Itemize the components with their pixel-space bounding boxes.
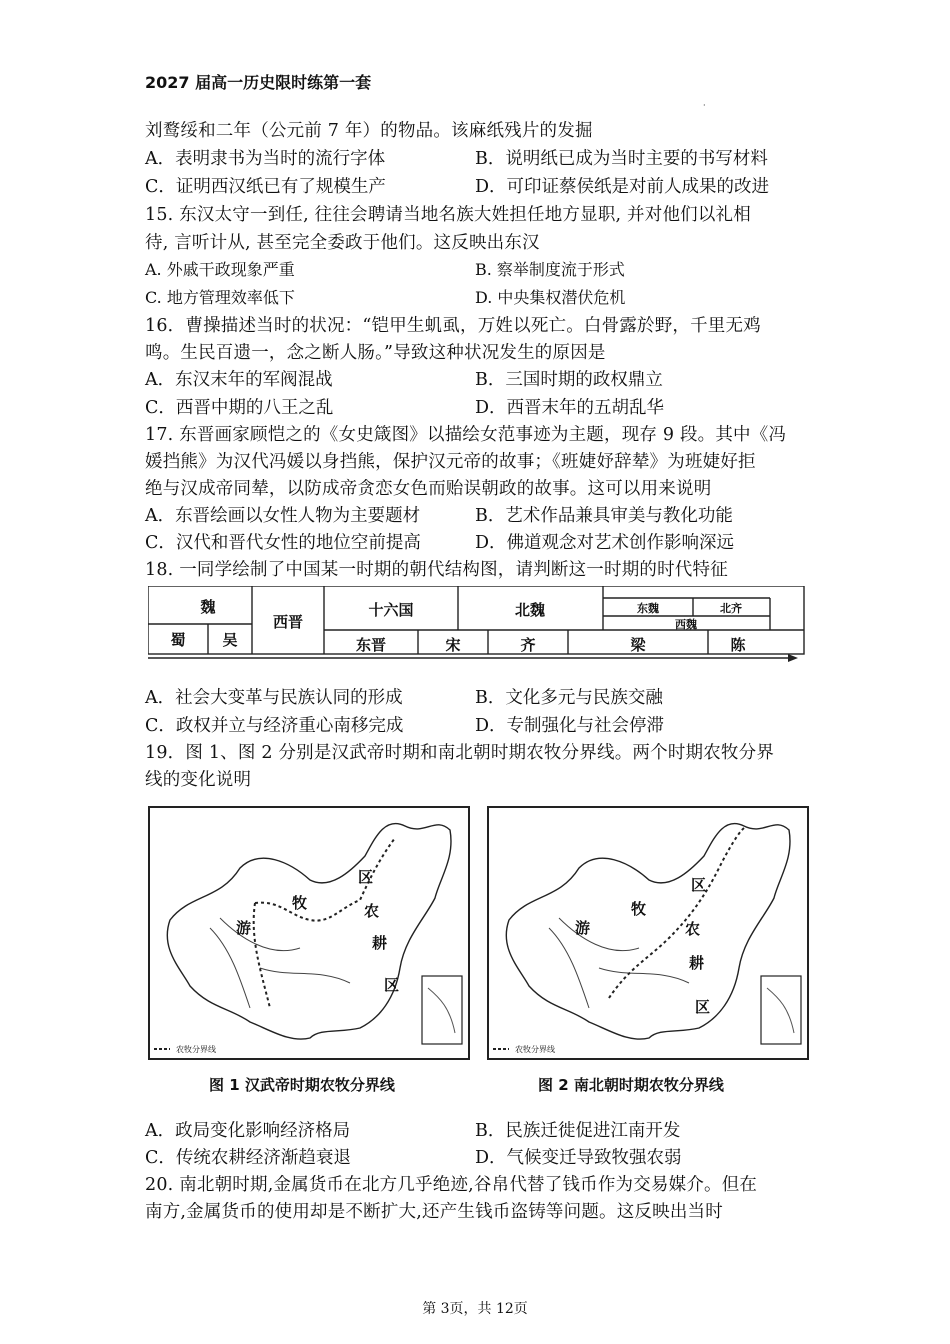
q18-option-a[interactable]: A．社会大变革与民族认同的形成 (145, 688, 403, 708)
map1-label-you: 游 (236, 919, 252, 937)
map2-label-qu2: 区 (695, 998, 711, 1016)
q15-option-a[interactable]: A. 外戚干政现象严重 (145, 260, 295, 279)
page-header: 2027 届高一历史限时练第一套 (145, 73, 372, 92)
q19-stem-2: 线的变化说明 (145, 770, 252, 790)
q14-option-a[interactable]: A．表明隶书为当时的流行字体 (145, 149, 386, 169)
map1-label-qu1: 区 (358, 868, 374, 886)
chart-beiwei: 北魏 (514, 601, 546, 619)
q17-stem-2: 媛挡熊》为汉代冯媛以身挡熊，保护汉元帝的故事；《班婕妤辞辇》为班婕好拒 (145, 452, 756, 472)
map1-caption: 图 1 汉武帝时期农牧分界线 (209, 1076, 395, 1094)
q19-option-b[interactable]: B．民族迁徙促进江南开发 (475, 1121, 681, 1141)
chart-beiqi: 北齐 (720, 602, 742, 615)
q16-option-a[interactable]: A．东汉末年的军阀混战 (145, 370, 333, 390)
q19-option-a[interactable]: A．政局变化影响经济格局 (145, 1121, 351, 1141)
map2-label-nong: 农 (685, 920, 701, 938)
chart-wei: 魏 (200, 598, 216, 616)
q14-option-d[interactable]: D．可印证蔡侯纸是对前人成果的改进 (475, 177, 770, 197)
map-figure-1 (148, 806, 470, 1060)
q17-option-d[interactable]: D．佛道观念对艺术创作影响深远 (475, 533, 735, 553)
map2-caption: 图 2 南北朝时期农牧分界线 (538, 1076, 724, 1094)
map-figure-2 (487, 806, 809, 1060)
q18-option-d[interactable]: D．专制强化与社会停滞 (475, 716, 665, 736)
q15-option-b[interactable]: B. 察举制度流于形式 (475, 260, 625, 279)
q20-stem-1: 20. 南北朝时期,金属货币在北方几乎绝迹,谷帛代替了钱币作为交易媒介。但在 (145, 1175, 758, 1195)
q19-stem-1: 19．图 1、图 2 分别是汉武帝时期和南北朝时期农牧分界线。两个时期农牧分界 (145, 743, 775, 763)
map1-label-geng: 耕 (372, 934, 388, 952)
q18-option-b[interactable]: B．文化多元与民族交融 (475, 688, 663, 708)
q17-option-b[interactable]: B．艺术作品兼具审美与教化功能 (475, 506, 733, 526)
chart-dongjin: 东晋 (355, 636, 387, 654)
q15-stem-1: 15. 东汉太守一到任, 往往会聘请当地名族大姓担任地方显职, 并对他们以礼相 (145, 205, 751, 225)
chart-xijin: 西晋 (272, 613, 304, 631)
chart-xiwei: 西魏 (675, 618, 697, 631)
chart-chen: 陈 (730, 636, 746, 654)
q20-stem-2: 南方,金属货币的使用却是不断扩大,还产生钱币盗铸等问题。这反映出当时 (145, 1202, 723, 1222)
q17-option-a[interactable]: A．东晋绘画以女性人物为主要题材 (145, 506, 421, 526)
q14-option-c[interactable]: C．证明西汉纸已有了规模生产 (145, 177, 386, 197)
chart-shiliuguo: 十六国 (368, 601, 414, 619)
q16-stem-2: 鸣。生民百遗一，念之断人肠。”导致这种状况发生的原因是 (145, 343, 606, 363)
map2-label-geng: 耕 (689, 954, 705, 972)
map2-label-you: 游 (575, 919, 591, 937)
chart-wu: 吴 (222, 631, 238, 649)
q15-option-d[interactable]: D. 中央集权潜伏危机 (475, 288, 626, 307)
page-footer: 第 3页，共 12页 (422, 1301, 528, 1317)
map1-label-mu: 牧 (292, 894, 308, 912)
q17-stem-3: 绝与汉成帝同辇，以防成帝贪恋女色而贻误朝政的故事。这可以用来说明 (145, 479, 712, 499)
chart-song: 宋 (445, 636, 461, 654)
q18-option-c[interactable]: C．政权并立与经济重心南移完成 (145, 716, 404, 736)
map2-label-qu1: 区 (691, 876, 707, 894)
q16-option-c[interactable]: C．西晋中期的八王之乱 (145, 398, 334, 418)
q16-stem-1: 16．曹操描述当时的状况：“铠甲生虮虱，万姓以死亡。白骨露於野，千里无鸡 (145, 316, 761, 336)
chart-shu: 蜀 (170, 631, 186, 649)
map2-label-mu: 牧 (631, 900, 647, 918)
q16-option-b[interactable]: B．三国时期的政权鼎立 (475, 370, 663, 390)
chart-dongwei: 东魏 (637, 602, 659, 615)
q14-tail: 刘鹜绥和二年（公元前 7 年）的物品。该麻纸残片的发掘 (145, 121, 593, 141)
map1-legend: 农牧分界线 (176, 1045, 216, 1054)
q15-option-c[interactable]: C. 地方管理效率低下 (145, 288, 295, 307)
q14-option-b[interactable]: B．说明纸已成为当时主要的书写材料 (475, 149, 768, 169)
q17-stem-1: 17. 东晋画家顾恺之的《女史箴图》以描绘女范事迹为主题，现存 9 段。其中《冯 (145, 425, 787, 445)
q17-option-c[interactable]: C．汉代和晋代女性的地位空前提高 (145, 533, 421, 553)
map2-legend: 农牧分界线 (515, 1045, 555, 1054)
map1-label-nong: 农 (364, 902, 380, 920)
chart-liang: 梁 (630, 636, 646, 654)
map1-label-qu2: 区 (384, 976, 400, 994)
chart-qi: 齐 (520, 636, 536, 654)
q19-option-c[interactable]: C．传统农耕经济渐趋衰退 (145, 1148, 351, 1168)
q16-option-d[interactable]: D．西晋末年的五胡乱华 (475, 398, 665, 418)
q15-stem-2: 待, 言听计从, 甚至完全委政于他们。这反映出东汉 (145, 233, 540, 253)
dynasty-structure-chart (148, 586, 808, 678)
q18-stem: 18. 一同学绘制了中国某一时期的朝代结构图，请判断这一时期的时代特征 (145, 560, 728, 580)
q19-option-d[interactable]: D．气候变迁导致牧强农弱 (475, 1148, 682, 1168)
scan-dot: · (703, 101, 706, 110)
